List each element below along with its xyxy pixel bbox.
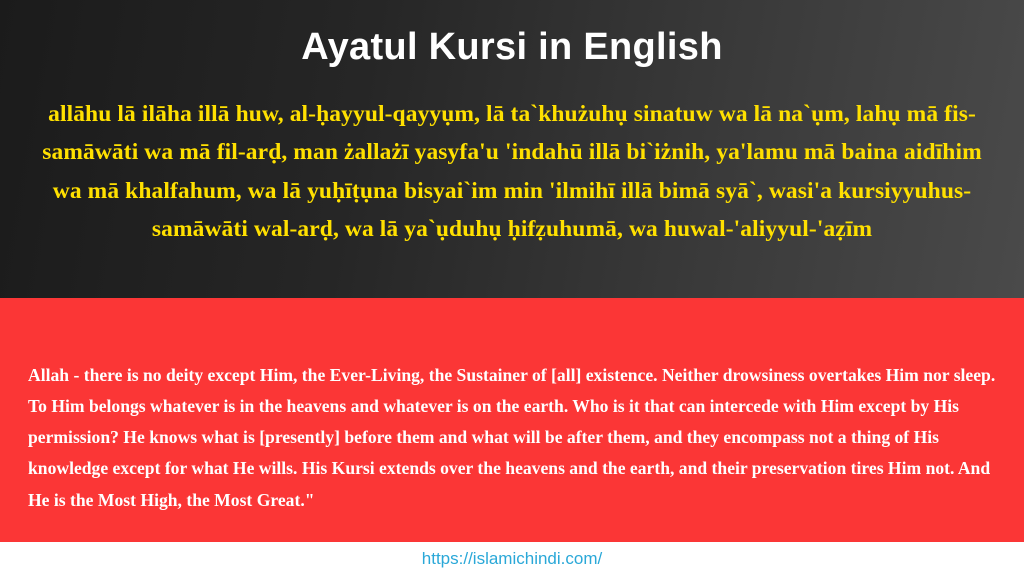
transliteration-text: allāhu lā ilāha illā huw, al-ḥayyul-qayyụm, lā ta`khużuhụ sinatuw wa lā na`ụm, lahụ mā fis-samāwāti wa mā fil-arḍ, man żallażī yasyfa'u 'indahū illā bi`iżnih, ya'lamu mā baina aidīhim wa mā khalfahum, wa lā yuḥīṭụna bisyai`im min 'ilmihī illā bimā syā`, wasi'a kursiyyuhus-samāwāti wal-arḍ, wa lā ya`ụduhụ ḥifẓuhumā, wa huwal-'aliyyul-'aẓīm [42,101,982,242]
translation-text: Allah - there is no deity except Him, the Ever-Living, the Sustainer of [all] existence. Neither drowsiness overtakes Him nor sleep. To Him belongs whatever is in the heavens and whatever is on the earth. Who is it that can intercede with Him except by His permission? He knows what is [presently] before them and what will be after them, and they encompass not a thing of His knowledge except for what He wills. His Kursi extends over the heavens and the earth, and their preservation tires Him not. And He is the Most High, the Most Great." [28,365,996,510]
footer [0,542,1024,576]
website-link[interactable]: https://islamichindi.com/ [421,549,603,568]
page-title: Ayatul Kursi in English [301,26,723,68]
translation-panel [0,298,1024,542]
